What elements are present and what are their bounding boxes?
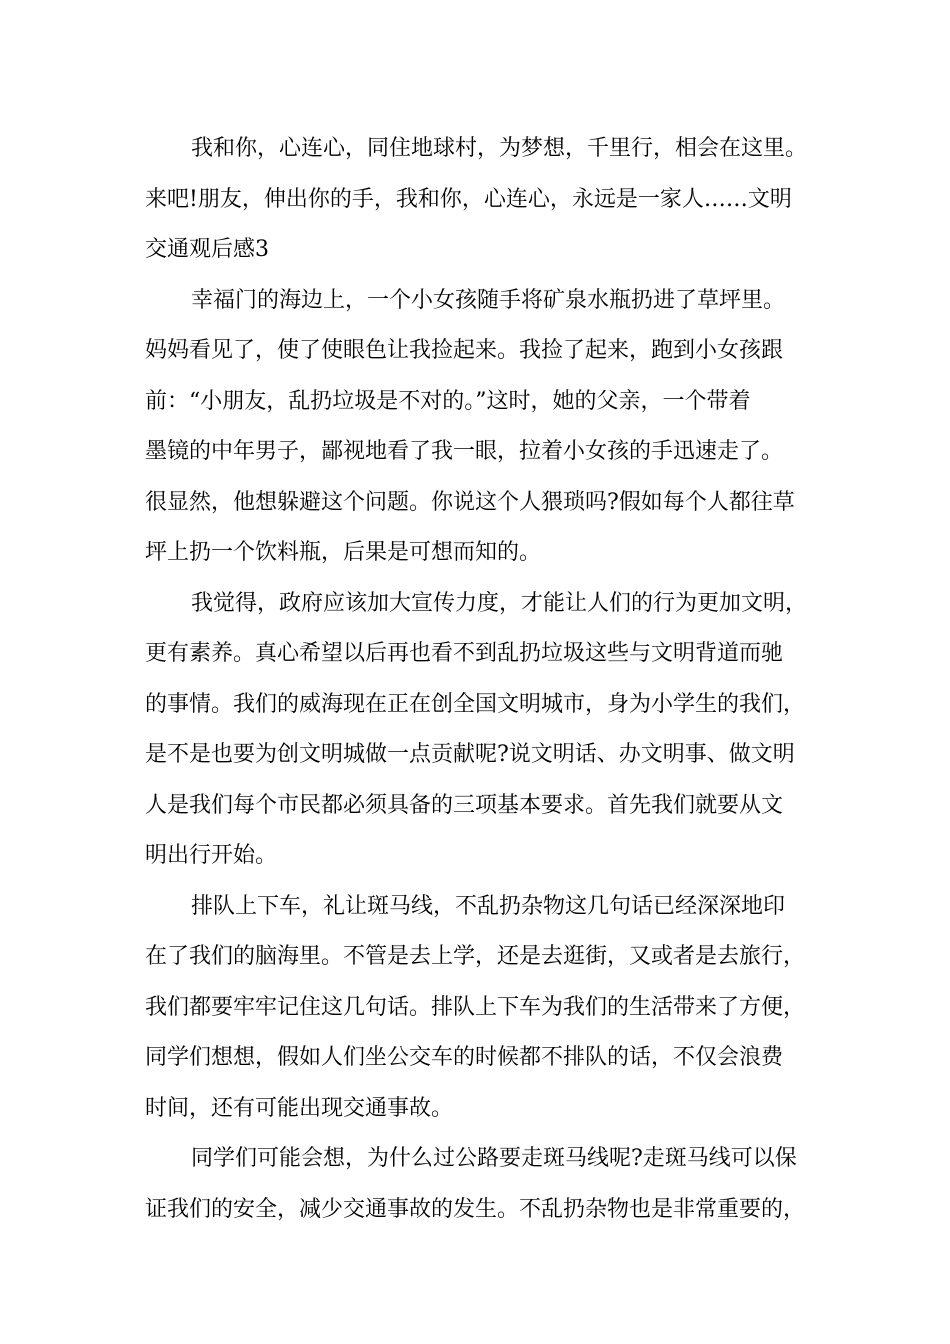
paragraph-2 — [145, 276, 835, 579]
document-body — [145, 124, 835, 1235]
text-line: 更有素养。真心希望以后再也看不到乱扔垃圾这些与文明背道而驰 — [145, 641, 784, 666]
text-line: 来吧!朋友，伸出你的手，我和你，心连心，永远是一家人……文明 — [145, 186, 792, 212]
text-line: 时间，还有可能出现交通事故。 — [145, 1095, 454, 1121]
text-line: 同学们想想，假如人们坐公交车的时候都不排队的话，不仅会浪费 — [145, 1045, 784, 1070]
text-line: 是不是也要为创文明城做一点贡献呢?说文明话、办文明事、做文明 — [145, 742, 795, 767]
paragraph-5 — [145, 1134, 835, 1235]
text-line: 妈妈看见了，使了使眼色让我捡起来。我捡了起来，跑到小女孩跟 — [145, 338, 784, 363]
text-line: 我觉得，政府应该加大宣传力度，才能让人们的行为更加文明， — [191, 590, 808, 616]
text-line: 幸福门的海边上，一个小女孩随手将矿泉水瓶扔进了草坪里。 — [191, 287, 786, 313]
text-line: 坪上扔一个饮料瓶，后果是可想而知的。 — [145, 540, 542, 565]
text-line: 明出行开始。 — [145, 843, 278, 868]
text-line: 我们都要牢牢记住这几句话。排队上下车为我们的生活带来了方便， — [145, 994, 806, 1020]
paragraph-3 — [145, 579, 835, 882]
text-line: 我和你，心连心，同住地球村，为梦想，千里行，相会在这里。 — [191, 136, 808, 161]
paragraph-1 — [145, 124, 835, 276]
text-line: 前：“小朋友，乱扔垃圾是不对的。”这时，她的父亲，一个带着 — [145, 388, 751, 414]
text-line: 同学们可能会想，为什么过公路要走斑马线呢?走斑马线可以保 — [191, 1146, 797, 1171]
text-line: 很显然，他想躲避这个问题。你说这个人猥琐吗?假如每个人都往草 — [145, 489, 795, 515]
text-line: 墨镜的中年男子，鄙视地看了我一眼，拉着小女孩的手迅速走了。 — [145, 439, 784, 464]
text-line: 的事情。我们的威海现在正在创全国文明城市，身为小学生的我们， — [145, 691, 806, 717]
text-line: 在了我们的脑海里。不管是去上学，还是去逛街，又或者是去旅行， — [145, 944, 806, 969]
text-line: 交通观后感3 — [145, 237, 269, 262]
text-line: 证我们的安全，减少交通事故的发生。不乱扔杂物也是非常重要的， — [145, 1196, 806, 1222]
text-line: 人是我们每个市民都必须具备的三项基本要求。首先我们就要从文 — [145, 792, 784, 818]
text-line: 排队上下车，礼让斑马线，不乱扔杂物这几句话已经深深地印 — [191, 893, 786, 919]
paragraph-4 — [145, 882, 835, 1135]
